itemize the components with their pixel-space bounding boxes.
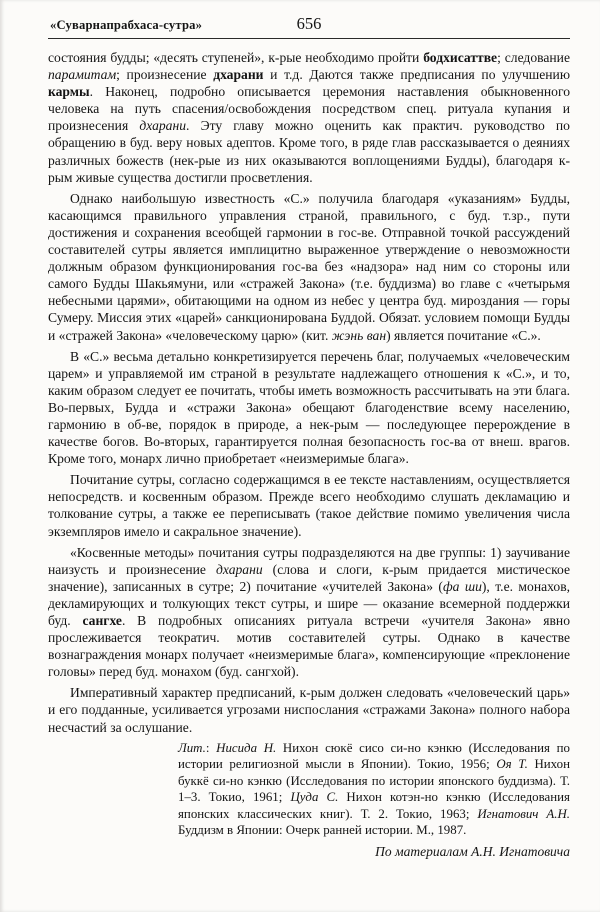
text-segment: ), т.е. монахов, декламирующих и толкующих текст сутры, и шире — оказание всемерной поддержки буд. bbox=[48, 578, 571, 628]
page-number: 656 bbox=[296, 14, 322, 33]
text-segment: В «С.» весьма детально конкретизируется перечень благ, получаемых «человеческим царем» и управляемой им страной в результате надлежащего отношения к «С.», и то, каким образом следует ее почитать, чтобы иметь возможность рассчитывать на эти блага. Во-первых, Будда и «стражи Закона» обещают благоденствие всему населению, гармонию в об-ве, порядок в природе, а нек-рым — последующее перерождение в качестве богов. Во-вторых, гарантируется полная безопасность гос-ва от внеш. врагов. Кроме того, монарх лично приобретает «неизмеримые блага». bbox=[48, 348, 570, 467]
text-segment: дхарани bbox=[139, 118, 187, 134]
text-segment: и т.д. Даются также предписания по улучшению bbox=[263, 67, 570, 83]
text-segment: Буддизм в Японии: Очерк ранней истории. М., 1987. bbox=[178, 823, 467, 838]
text-segment: дхарани bbox=[215, 561, 263, 577]
text-segment: ; следование bbox=[497, 50, 570, 65]
text-segment: Нихон буккё си-но кэнкю (Исследования по истории японского буддизма). Т. 1–3. Токио, 1961; bbox=[178, 757, 570, 805]
text-segment: Лит. bbox=[178, 740, 206, 755]
running-title: «Суварнапрабхаса-сутра» bbox=[50, 18, 203, 32]
text-segment: . В подробных описаниях ритуала встречи «учителя Закона» явно прослеживается теократич. мотив составителей сутры. Однако в качестве вознаграждения монарх получает «неизмеримые блага», компенсирующие «преклонение головы» перед буд. монахом (буд. сангхой). bbox=[48, 613, 570, 680]
article-body bbox=[48, 49, 570, 860]
text-segment: фа ши bbox=[442, 578, 482, 594]
paragraph-veneration bbox=[48, 471, 570, 539]
text-segment: : bbox=[205, 740, 217, 755]
paragraph-fame bbox=[48, 190, 570, 344]
page-header bbox=[48, 14, 570, 34]
text-segment: Почитание сутры, согласно содержащимся в ее тексте наставлениям, осуществляется непосредств. и косвенным образом. Прежде всего необходимо слушать декламацию и толкование сутры, а также ее переписывать (такое действие помимо увеличения числа экземпляров имело и сакральное значение). bbox=[48, 472, 570, 539]
text-segment: Цуда С. bbox=[290, 790, 339, 805]
text-segment: дхарани bbox=[213, 67, 264, 83]
attribution-line: По материалам А.Н. Игнатовича bbox=[375, 843, 570, 859]
text-segment: парамитам bbox=[48, 67, 117, 83]
text-segment: . Эту главу можно оценить как практич. руководство по обращению в буд. веру новых адептов. Кроме того, в ряде глав рассказывается о деяниях различных божеств (нек-рые из них оказываются воплощениями Будды), благодаря к-рым живые существа достигли просветления. bbox=[48, 118, 570, 185]
text-segment: Нихон сюкё сисо си-но кэнкю (Исследования по истории религиозной мысли в Японии). Токио, 1956; bbox=[178, 740, 570, 772]
header-rule bbox=[48, 38, 570, 39]
text-segment: ; произнесение bbox=[116, 67, 214, 83]
text-segment: (слова и слоги, к-рым придается мистическое значение), записанных в сутре; 2) почитание «учителей Закона» ( bbox=[48, 561, 570, 594]
text-segment: Нисида Н. bbox=[216, 740, 277, 755]
text-segment: сангхе bbox=[82, 613, 122, 628]
paragraph-imperative bbox=[48, 684, 570, 735]
text-segment: жэнь ван bbox=[331, 327, 387, 343]
paragraph-indirect-methods bbox=[48, 544, 570, 681]
text-segment: Императивный характер предписаний, к-рым должен следовать «человеческий царь» и его подданные, усиливается угрозами ниспослания «стражами Закона» полного набора несчастий за ослушание. bbox=[48, 685, 570, 735]
text-segment: Однако наибольшую известность «С.» получила благодаря «указаниям» Будды, касающимся правильного управления страной, правильного, с буд. т.зр., пути достижения и сохранения всеобщей гармонии в гос-ве. Отправной точкой рассуждений составителей сутры является имплицитно выраженное утверждение о невозможности должным образом функционирования гос-ва без «надзора» над ним со стороны или самого Будды Шакьямуни, или «стражей Закона» (т.е. буддизма) во главе с «четырьмя небесными царями», обитающими на одном из небес у центра буд. мироздания — горы Сумеру. Миссия этих «царей» санкционирована Буддой. Обязат. условием помощи Будды и «стражей Закона» «человеческому царю» (кит. bbox=[48, 190, 570, 343]
text-segment: бодхисаттве bbox=[423, 50, 498, 65]
bibliography bbox=[178, 740, 570, 839]
text-segment: ) является почитание «С.». bbox=[386, 327, 541, 343]
text-segment: состояния будды; «десять ступеней», к-рые необходимо пройти bbox=[48, 50, 424, 65]
paragraph-benefits bbox=[48, 348, 570, 468]
text-segment: кармы bbox=[48, 84, 90, 100]
header-spacer bbox=[321, 28, 568, 29]
text-segment: «Косвенные методы» почитания сутры подразделяются на две группы: 1) заучивание наизусть и произнесение bbox=[48, 544, 570, 577]
text-segment: Оя Т. bbox=[496, 757, 528, 772]
text-segment: Игнатович А.Н. bbox=[477, 806, 570, 821]
paragraph-continuation bbox=[48, 49, 570, 186]
text-segment: . Наконец, подробно описывается церемония наставления обыкновенного человека на путь спасения/освобождения посредством спец. ритуала купания и произнесения bbox=[48, 84, 570, 134]
text-segment: Нихон котэн-но кэнкю (Исследования японских классических книг). Т. 2. Токио, 1963; bbox=[178, 790, 570, 821]
